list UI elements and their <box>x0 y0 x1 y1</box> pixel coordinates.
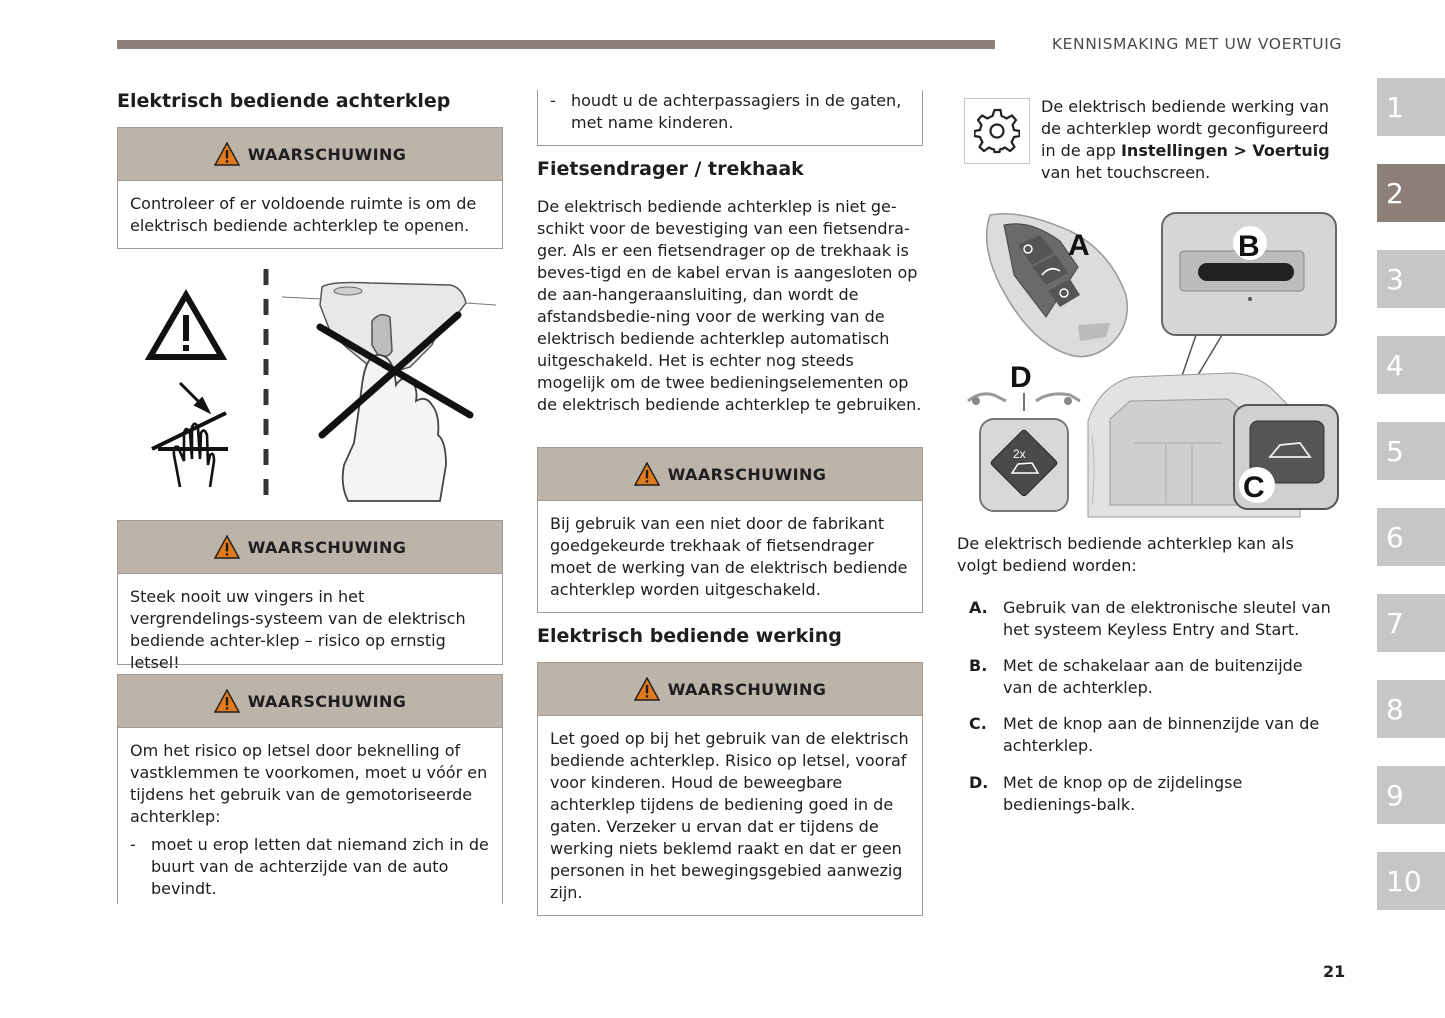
section-heading-power-operation: Elektrisch bediende werking <box>537 625 842 647</box>
list-letter: B. <box>969 656 988 675</box>
list-item <box>957 597 1337 641</box>
key-fob-illustration <box>987 214 1128 357</box>
callout-c: C <box>1243 471 1265 504</box>
section-heading-power-tailgate: Elektrisch bediende achterklep <box>117 90 451 112</box>
warning-triangle-icon <box>634 462 660 486</box>
double-press-label: 2x <box>1013 447 1026 461</box>
list-letter: C. <box>969 714 987 733</box>
warning-header <box>118 128 502 181</box>
warning-text: Bij gebruik van een niet door de fabrikant goedgekeurde trekhaak of fietsendrager moet de werking van de elektrisch bediende achterklep worden uitgeschakeld. <box>550 514 908 599</box>
warning-header <box>118 675 502 728</box>
chapter-tab-5[interactable]: 5 <box>1377 422 1445 480</box>
warning-label: WAARSCHUWING <box>247 144 407 164</box>
settings-note-text: De elektrisch bediende werking van de achterklep wordt geconfigureerd in de app <box>1041 97 1329 160</box>
list-item <box>957 713 1337 757</box>
chapter-tab-2[interactable]: 2 <box>1377 164 1445 222</box>
settings-note-text-end: van het touchscreen. <box>1041 163 1211 182</box>
warning-triangle-icon <box>214 689 240 713</box>
list-text: Met de knop aan de binnenzijde van de achterklep. <box>1003 714 1320 755</box>
settings-path: Instellingen > Voertuig <box>1120 141 1330 160</box>
warning-text: Steek nooit uw vingers in het vergrendelings-systeem van de elektrisch bediende achter-klep – risico op ernstig letsel! <box>130 587 466 672</box>
warning-box-fingers <box>117 520 503 672</box>
warning-box-pinching <box>117 674 503 904</box>
list-text: Met de knop op de zijdelingse bedienings-balk. <box>1003 773 1243 814</box>
hand-pinch-icon <box>152 383 228 487</box>
exterior-switch-illustration <box>1162 213 1336 335</box>
warning-text: Om het risico op letsel door beknelling of vastklemmen te voorkomen, moet u vóór en tijdens het gebruik van de gemotoriseerde achterklep: <box>130 741 488 826</box>
tailgate-lock-drawing <box>282 283 496 502</box>
warning-box-space <box>117 127 503 249</box>
operation-intro: De elektrisch bediende achterklep kan als volgt bediend worden: <box>957 534 1294 575</box>
warning-text: Controleer of er voldoende ruimte is om de elektrisch bediende achterklep te openen. <box>130 194 477 235</box>
interior-button-illustration <box>1234 405 1338 509</box>
bike-carrier-paragraph: De elektrisch bediende achterklep is niet ge-schikt voor de bevestiging van een fietsendra-ger. Als er een fietsendrager op de trekhaak is beves-tigd en de kabel ervan is aangesloten op de aan-hangeraansluiting, dan wordt de afstandsbedie-ning voor de werking van de elektrisch bediende achterklep automatisch uitgeschakeld. Het is echter nog steeds mogelijk om de twee bedieningselementen op de elektrisch bediende achterklep te gebruiken. <box>537 197 922 414</box>
list-letter: A. <box>969 598 988 617</box>
warning-box-operation <box>537 662 923 916</box>
list-item <box>957 655 1337 699</box>
chapter-tab-4[interactable]: 4 <box>1377 336 1445 394</box>
dash-item-text: moet u erop letten dat niemand zich in de buurt van de achterzijde van de auto bevindt. <box>151 835 489 898</box>
callout-b: B <box>1238 230 1260 263</box>
chapter-tab-6[interactable]: 6 <box>1377 508 1445 566</box>
warning-dash-item <box>130 834 490 900</box>
warning-label: WAARSCHUWING <box>667 464 827 484</box>
dash-bullet: - <box>130 835 136 854</box>
list-text: Gebruik van de elektronische sleutel van het systeem Keyless Entry and Start. <box>1003 598 1331 639</box>
warning-header <box>538 663 922 716</box>
settings-note <box>1041 96 1337 184</box>
dash-bullet: - <box>550 91 556 110</box>
section-heading-bike-carrier: Fietsendrager / trekhaak <box>537 158 804 180</box>
warning-triangle-icon <box>214 142 240 166</box>
chapter-tab-8[interactable]: 8 <box>1377 680 1445 738</box>
warning-dash-item <box>538 90 922 134</box>
dash-item-text: houdt u de achterpassagiers in de gaten, met name kinderen. <box>571 91 902 132</box>
list-item <box>957 772 1337 816</box>
warning-text: Let goed op bij het gebruik van de elektrisch bediende achterklep. Risico op letsel, vooraf voor kinderen. Houd de beweegbare achterklep tijdens de bediening goed in de gaten. Verzeker u ervan dat er tijdens de werking niets beklemd raakt en dat er geen personen in het bewegingsgebied aanwezig zijn. <box>550 729 909 902</box>
hazard-triangle-icon <box>150 295 222 357</box>
warning-header <box>118 521 502 574</box>
warning-label: WAARSCHUWING <box>247 691 407 711</box>
warning-header <box>538 448 922 501</box>
list-text: Met de schakelaar aan de buitenzijde van de achterklep. <box>1003 656 1303 697</box>
chapter-tab-7[interactable]: 7 <box>1377 594 1445 652</box>
page-number: 21 <box>1323 962 1346 981</box>
warning-box-towbar <box>537 447 923 613</box>
warning-box-continued <box>537 90 923 146</box>
chapter-tab-10[interactable]: 10 <box>1377 852 1445 910</box>
header-rule <box>117 40 995 49</box>
callout-a: A <box>1068 229 1090 262</box>
chapter-tab-3[interactable]: 3 <box>1377 250 1445 308</box>
tailgate-controls-figure <box>960 205 1340 520</box>
side-control-bar-illustration <box>968 361 1080 511</box>
warning-triangle-icon <box>214 535 240 559</box>
warning-label: WAARSCHUWING <box>667 679 827 699</box>
finger-trap-illustration <box>140 265 502 505</box>
list-letter: D. <box>969 773 989 792</box>
chapter-tab-9[interactable]: 9 <box>1377 766 1445 824</box>
callout-d: D <box>1010 361 1032 394</box>
chapter-title: KENNISMAKING MET UW VOERTUIG <box>1051 35 1342 53</box>
warning-triangle-icon <box>634 677 660 701</box>
chapter-tab-1[interactable]: 1 <box>1377 78 1445 136</box>
warning-label: WAARSCHUWING <box>247 537 407 557</box>
gear-icon <box>974 108 1020 154</box>
settings-app-icon-box <box>964 98 1030 164</box>
